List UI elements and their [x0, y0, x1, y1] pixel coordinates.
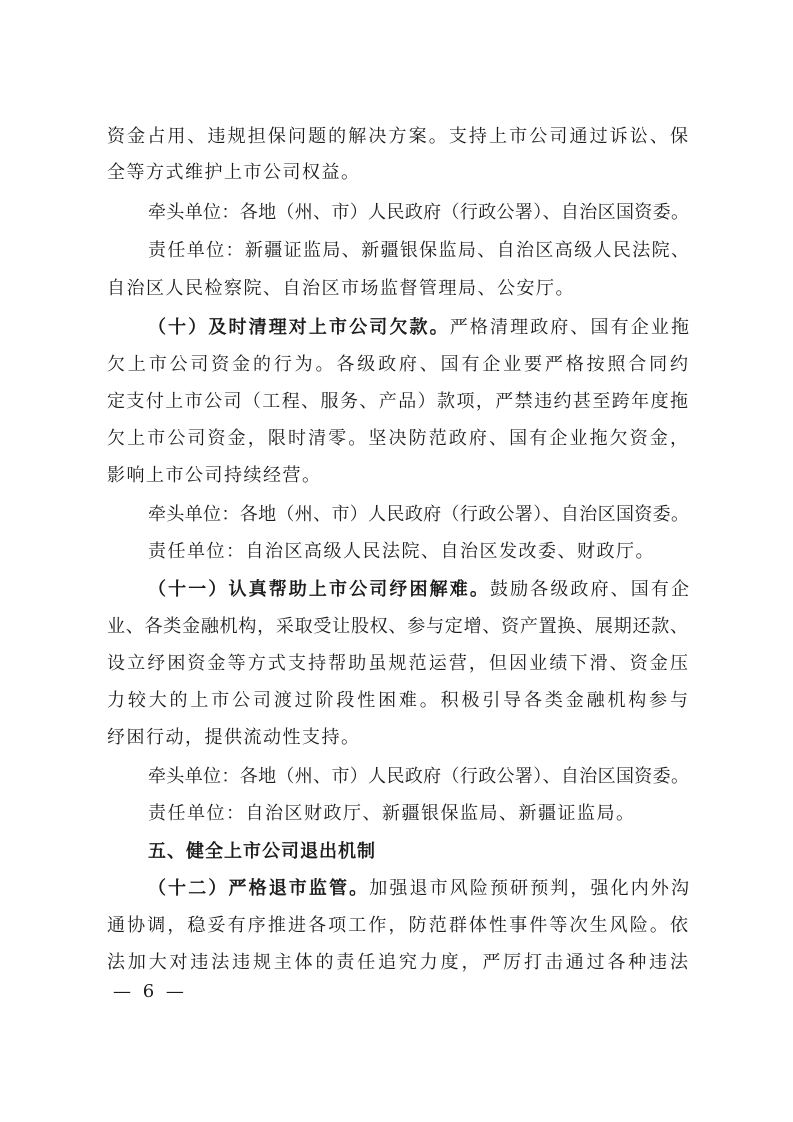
- body-line: 欠上市公司资金的行为。各级政府、国有企业要严格按照合同约: [107, 354, 688, 375]
- body-line: 影响上市公司持续经营。: [107, 465, 322, 486]
- item-12-heading: （十二）严格退市监管。: [148, 878, 370, 899]
- body-line: 自治区人民检察院、自治区市场监督管理局、公安厅。: [107, 278, 575, 299]
- responsible-unit-line: 责任单位：自治区财政厅、新疆银保监局、新疆证监局。: [148, 803, 636, 824]
- section-heading: 五、健全上市公司退出机制: [148, 841, 376, 862]
- item-11-heading: （十一）认真帮助上市公司纾困解难。: [148, 579, 490, 600]
- body-line: 纾困行动，提供流动性支持。: [107, 727, 361, 748]
- body-line: 欠上市公司资金，限时清零。坚决防范政府、国有企业拖欠资金，: [107, 428, 688, 449]
- body-line: 定支付上市公司（工程、服务、产品）款项，严禁违约甚至跨年度拖: [107, 391, 688, 412]
- page-number: — 6 —: [113, 981, 184, 1002]
- lead-unit-line: 牵头单位：各地（州、市）人民政府（行政公署）、自治区国资委。: [148, 202, 689, 223]
- line-text: 鼓励各级政府、国有企: [489, 579, 690, 600]
- item-10-heading: （十）及时清理对上市公司欠款。: [148, 317, 450, 338]
- line-text: 严格清理政府、国有企业拖: [449, 317, 690, 338]
- line-text: 加强退市风险预研预判，强化内外沟: [369, 878, 690, 899]
- body-line: 业、各类金融机构，采取受让股权、参与定增、资产置换、展期还款、: [107, 616, 688, 637]
- item-11-first-line: [148, 577, 689, 603]
- body-line: 通协调，稳妥有序推进各项工作，防范群体性事件等次生风险。依: [107, 915, 688, 936]
- responsible-unit-line: 责任单位：自治区高级人民法院、自治区发改委、财政厅。: [148, 541, 655, 562]
- item-12-first-line: [148, 876, 689, 902]
- body-line: 设立纾困资金等方式支持帮助虽规范运营，但因业绩下滑、资金压: [107, 653, 688, 674]
- lead-unit-line: 牵头单位：各地（州、市）人民政府（行政公署）、自治区国资委。: [148, 766, 689, 787]
- body-line: 力较大的上市公司渡过阶段性困难。积极引导各类金融机构参与: [107, 690, 688, 711]
- responsible-unit-line: 责任单位：新疆证监局、新疆银保监局、自治区高级人民法院、: [148, 240, 689, 261]
- item-10-first-line: [148, 315, 689, 341]
- body-line: 全等方式维护上市公司权益。: [107, 162, 361, 183]
- body-line: 资金占用、违规担保问题的解决方案。支持上市公司通过诉讼、保: [107, 126, 688, 147]
- lead-unit-line: 牵头单位：各地（州、市）人民政府（行政公署）、自治区国资委。: [148, 504, 689, 525]
- body-line: 法加大对违法违规主体的责任追究力度，严厉打击通过各种违法: [107, 952, 688, 973]
